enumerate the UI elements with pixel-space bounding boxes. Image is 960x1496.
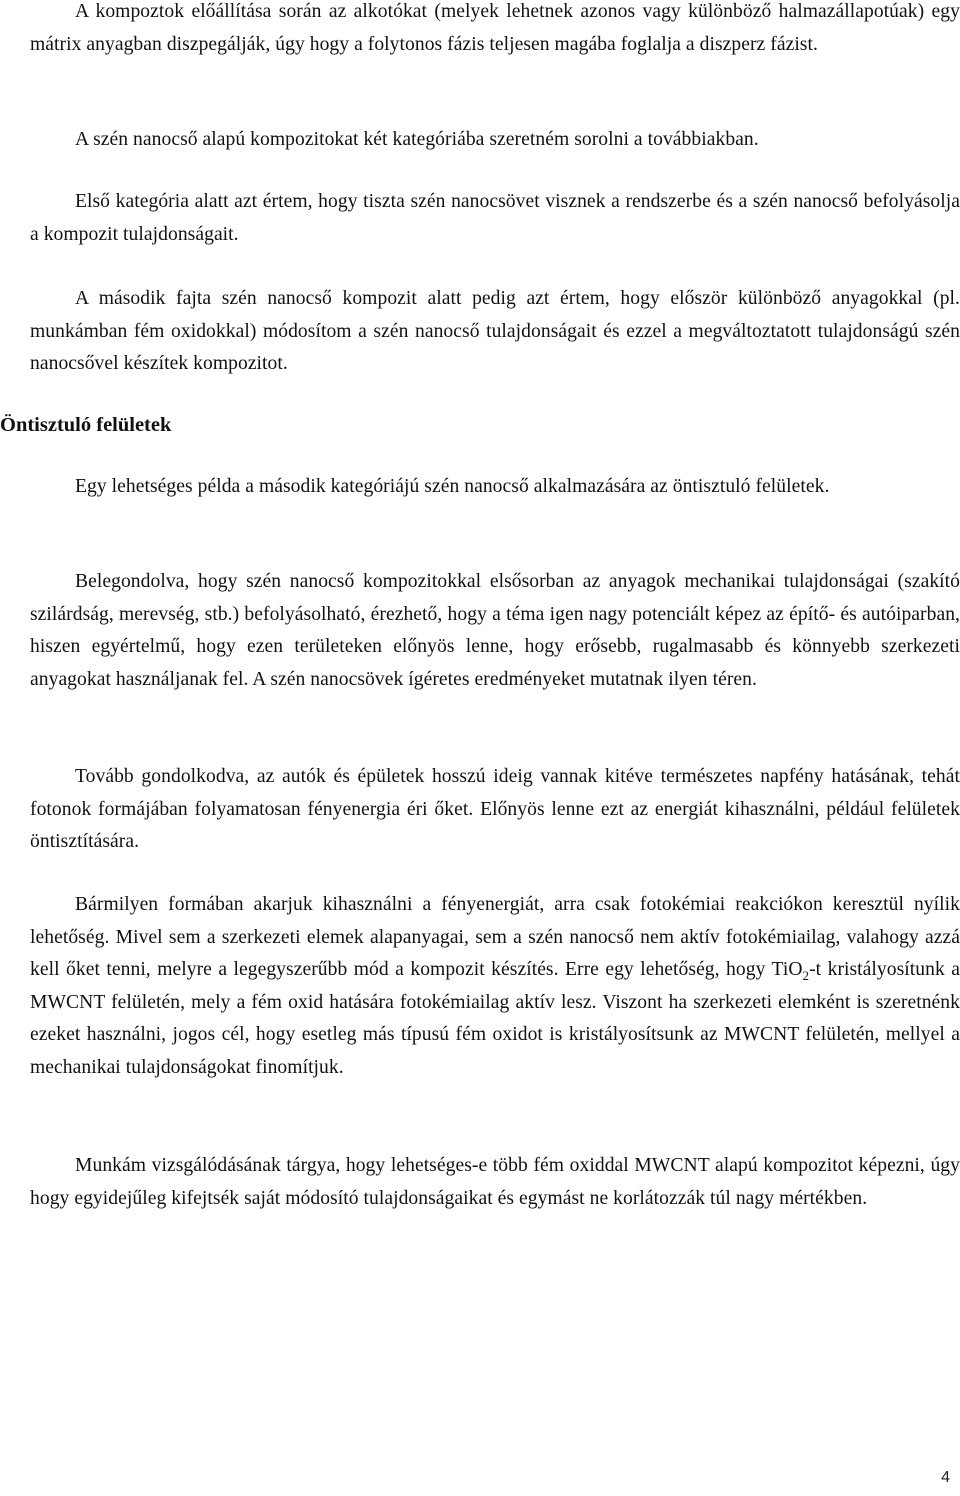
paragraph-tio2-text-before: Bármilyen formában akarjuk kihasználni a fényenergiát, arra csak fotokémiai reakciókon keresztül nyílik lehetőség. Mivel sem a szerkezeti elemek alapanyagai, sem a szén nanocső nem aktív fotokémiailag, valahogy azzá kell őket tenni, melyre a legegyszerűbb mód a kompozit készítés. Erre egy lehetőség, hogy TiO bbox=[30, 894, 960, 981]
paragraph-mechanical-properties: Belegondolva, hogy szén nanocső kompozitokkal elsősorban az anyagok mechanikai tulajdonságai (szakító szilárdság, merevség, stb.) befolyásolható, érezhető, hogy a téma igen nagy potenciált képez az építő- és autóiparban, hiszen egyértelmű, hogy ezen területeken előnyös lenne, hogy erősebb, rugalmasabb és könnyebb szerkezeti anyagokat használjanak fel. A szén nanocsövek ígéretes eredményeket mutatnak ilyen téren. bbox=[30, 571, 960, 690]
page-number: 4 bbox=[941, 1469, 950, 1486]
paragraph-tio2 bbox=[30, 889, 960, 1085]
paragraph-example: Egy lehetséges példa a második kategóriájú szén nanocső alkalmazására az öntisztuló felületek. bbox=[75, 476, 830, 497]
paragraph-tio2-text-after: -t kristályosítunk a MWCNT felületén, mely a fém oxid hatására fotokémiailag aktív lesz. Viszont ha szerkezeti elemként is szeretnénk ezeket használni, jogos cél, hogy esetleg más típusú fém oxidot is kristályosítsunk az MWCNT felületén, mellyel a mechanikai tulajdonságokat finomítjuk. bbox=[30, 959, 960, 1078]
paragraph-sunlight: Tovább gondolkodva, az autók és épületek hosszú ideig vannak kitéve természetes napfény hatásának, tehát fotonok formájában folyamatosan fényenergia éri őket. Előnyös lenne ezt az energiát kihasználni, például felületek öntisztítására. bbox=[30, 766, 960, 853]
paragraph-second-category: A második fajta szén nanocső kompozit alatt pedig azt értem, hogy először különböző anyagokkal (pl. munkámban fém oxidokkal) módosítom a szén nanocső tulajdonságait és ezzel a megváltoztatott tulajdonságú szén nanocsővel készítek kompozitot. bbox=[30, 288, 960, 375]
paragraph-categories-intro: A szén nanocső alapú kompozitokat két kategóriába szeretném sorolni a továbbiakban. bbox=[75, 129, 759, 150]
paragraph-research-goal: Munkám vizsgálódásának tárgya, hogy lehetséges-e több fém oxiddal MWCNT alapú kompozitot képezni, úgy hogy egyidejűleg kifejtsék saját módosító tulajdonságaikat és egymást ne korlátozzák túl nagy mértékben. bbox=[30, 1155, 960, 1209]
paragraph-first-category: Első kategória alatt azt értem, hogy tiszta szén nanocsövet visznek a rendszerbe és a szén nanocső befolyásolja a kompozit tulajdonságait. bbox=[30, 191, 960, 245]
tio2-subscript: 2 bbox=[802, 968, 810, 984]
section-heading: Öntisztuló felületek bbox=[0, 414, 172, 436]
paragraph-composite-definition: A kompoztok előállítása során az alkotókat (melyek lehetnek azonos vagy különböző halmazállapotúak) egy mátrix anyagban diszpegálják, úgy hogy a folytonos fázis teljesen magába foglalja a diszperz fázist. bbox=[30, 1, 960, 55]
